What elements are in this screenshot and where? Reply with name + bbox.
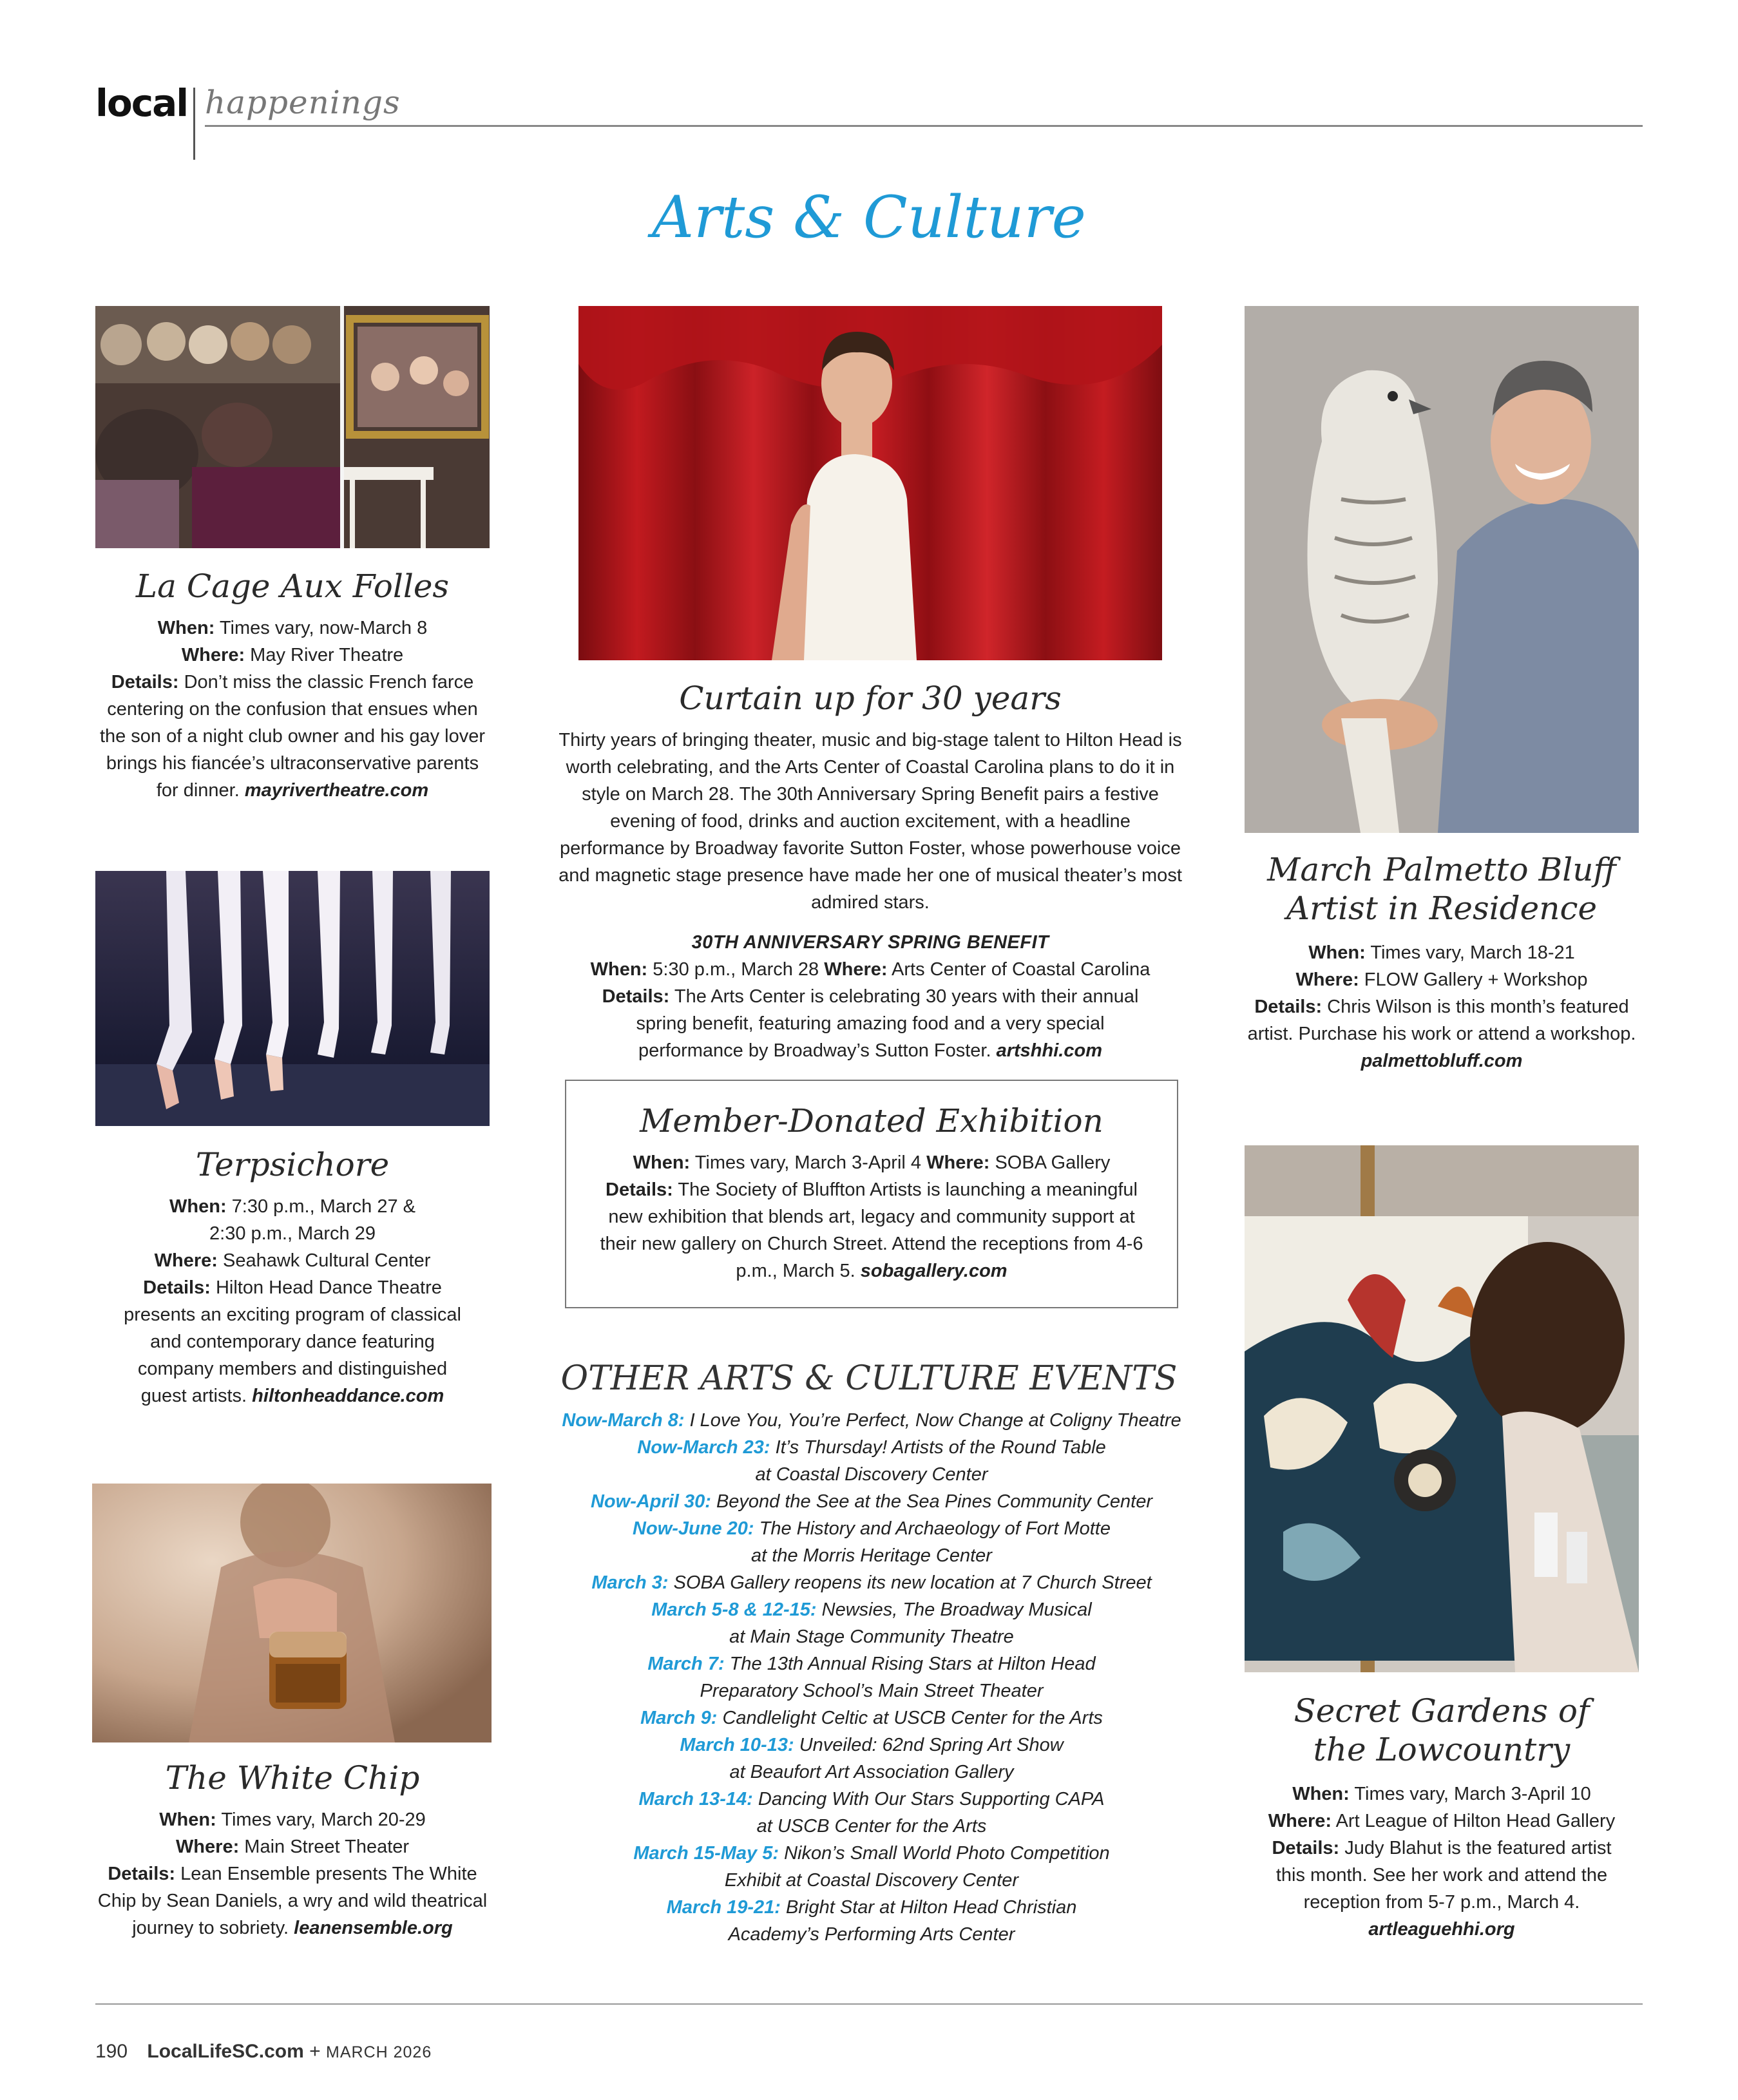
- event-text: Beyond the See at the Sea Pines Community Center: [716, 1491, 1153, 1512]
- header-rule: [205, 125, 1643, 127]
- event-text: Nikon’s Small World Photo Competition: [784, 1843, 1110, 1864]
- palmetto-link[interactable]: palmettobluff.com: [1361, 1051, 1523, 1071]
- palmetto-where: FLOW Gallery + Workshop: [1364, 969, 1588, 990]
- brand-divider: [193, 88, 195, 160]
- member-block: [566, 1102, 1177, 1284]
- event-text: Dancing With Our Stars Supporting CAPA: [758, 1789, 1105, 1809]
- event-text-cont: at Beaufort Art Association Gallery: [729, 1762, 1014, 1782]
- secret-title-line1: Secret Gardens of: [1294, 1692, 1590, 1730]
- when-label: When:: [159, 1809, 216, 1830]
- other-events-list: [528, 1407, 1215, 1948]
- white-chip-details: Lean Ensemble presents The White Chip by Sean Daniels, a wry and wild theatrical journey to sobriety.: [97, 1864, 488, 1938]
- event-date: March 7:: [647, 1654, 725, 1674]
- event-text-cont: Exhibit at Coastal Discovery Center: [724, 1870, 1019, 1891]
- event-date: Now-April 30:: [590, 1491, 711, 1512]
- details-label: Details:: [1272, 1838, 1340, 1858]
- footer-sep: +: [309, 2041, 321, 2062]
- list-item: [528, 1840, 1215, 1894]
- terpsichore-title: Terpsichore: [195, 1146, 390, 1183]
- where-label: Where:: [154, 1250, 218, 1271]
- curtain-subhead: 30TH ANNIVERSARY SPRING BENEFIT: [691, 932, 1049, 953]
- event-date: March 9:: [640, 1708, 718, 1728]
- palmetto-photo: [1245, 306, 1639, 833]
- curtain-where: Arts Center of Coastal Carolina: [892, 959, 1151, 980]
- terpsichore-details: Hilton Head Dance Theatre presents an exciting program of classical and contemporary dance featuring company members and distinguished guest artists.: [124, 1277, 461, 1406]
- event-date: March 19-21:: [666, 1897, 781, 1918]
- la-cage-link[interactable]: mayrivertheatre.com: [244, 780, 429, 801]
- event-date: March 10-13:: [680, 1735, 794, 1755]
- list-item: [528, 1786, 1215, 1840]
- where-label: Where:: [181, 645, 245, 665]
- event-text: Bright Star at Hilton Head Christian: [786, 1897, 1077, 1918]
- details-label: Details:: [606, 1179, 673, 1200]
- when-label: When:: [590, 959, 648, 980]
- secret-gardens-photo: [1245, 1145, 1639, 1672]
- where-label: Where:: [1268, 1811, 1332, 1831]
- when-label: When:: [157, 618, 215, 638]
- section-title: Arts & Culture: [652, 184, 1086, 251]
- white-chip-block: [95, 1759, 490, 1942]
- event-text-cont: at USCB Center for the Arts: [756, 1816, 987, 1837]
- list-item: [528, 1894, 1215, 1948]
- curtain-when: 5:30 p.m., March 28: [653, 959, 819, 980]
- curtain-photo: [578, 306, 1162, 660]
- when-label: When:: [1308, 942, 1366, 963]
- brand-section: happenings: [205, 84, 401, 121]
- event-text-cont: at Main Stage Community Theatre: [729, 1627, 1014, 1647]
- la-cage-when: Times vary, now-March 8: [219, 618, 428, 638]
- secret-title-line2: the Lowcountry: [1313, 1731, 1571, 1768]
- event-date: March 13-14:: [638, 1789, 753, 1809]
- la-cage-photo: [95, 306, 490, 548]
- event-date: Now-March 8:: [562, 1410, 685, 1431]
- footer-issue: MARCH 2026: [326, 2043, 432, 2061]
- white-chip-link[interactable]: leanensemble.org: [294, 1918, 453, 1938]
- member-exhibition-box: [565, 1080, 1178, 1308]
- details-label: Details:: [602, 986, 670, 1007]
- event-date: March 3:: [591, 1572, 669, 1593]
- event-text-cont: at Coastal Discovery Center: [755, 1464, 988, 1485]
- curtain-body: Thirty years of bringing theater, music and big-stage talent to Hilton Head is worth celebrating, and the Arts Center of Coastal Carolina plans to do it in style on March 28. The 30th Anniversary Spring Benefit pairs a festive evening of food, drinks and auction excitement, with a headline performance by Broadway favorite Sutton Foster, whose powerhouse voice and magnetic stage presence have made her one of musical theater’s most admired stars.: [559, 730, 1182, 913]
- white-chip-title: The White Chip: [165, 1759, 420, 1797]
- terpsichore-where: Seahawk Cultural Center: [222, 1250, 431, 1271]
- la-cage-title: La Cage Aux Folles: [135, 568, 450, 605]
- list-item: [528, 1650, 1215, 1704]
- palmetto-title-line1: March Palmetto Bluff: [1267, 851, 1616, 888]
- event-text-cont: Academy’s Performing Arts Center: [728, 1924, 1015, 1945]
- la-cage-block: [95, 567, 490, 804]
- member-title: Member-Donated Exhibition: [640, 1102, 1103, 1140]
- list-item: [528, 1515, 1215, 1569]
- palmetto-block: [1245, 850, 1639, 1074]
- la-cage-where: May River Theatre: [250, 645, 404, 665]
- footer-site[interactable]: LocalLifeSC.com: [147, 2041, 304, 2062]
- event-text: The 13th Annual Rising Stars at Hilton Head: [729, 1654, 1096, 1674]
- where-label: Where:: [1295, 969, 1359, 990]
- event-text-cont: at the Morris Heritage Center: [751, 1545, 992, 1566]
- where-label: Where:: [824, 959, 888, 980]
- where-label: Where:: [926, 1152, 990, 1173]
- terpsichore-photo: [95, 871, 490, 1126]
- when-label: When:: [169, 1196, 227, 1217]
- event-text: SOBA Gallery reopens its new location at 7 Church Street: [673, 1572, 1152, 1593]
- when-label: When:: [1292, 1784, 1350, 1804]
- event-text-cont: Preparatory School’s Main Street Theater: [700, 1681, 1044, 1701]
- curtain-block: [558, 679, 1183, 1064]
- secret-when: Times vary, March 3-April 10: [1354, 1784, 1591, 1804]
- event-text: It’s Thursday! Artists of the Round Table: [775, 1437, 1106, 1458]
- list-item: [528, 1732, 1215, 1786]
- list-item: [528, 1569, 1215, 1596]
- palmetto-title-line2: Artist in Residence: [1286, 890, 1598, 927]
- member-link[interactable]: sobagallery.com: [860, 1261, 1007, 1281]
- terpsichore-link[interactable]: hiltonheaddance.com: [252, 1386, 444, 1406]
- white-chip-where: Main Street Theater: [244, 1837, 410, 1857]
- white-chip-when: Times vary, March 20-29: [221, 1809, 426, 1830]
- details-label: Details:: [143, 1277, 211, 1298]
- footer-rule: [95, 2003, 1643, 2005]
- list-item: [528, 1488, 1215, 1515]
- secret-gardens-block: [1245, 1692, 1639, 1943]
- event-date: March 5-8 & 12-15:: [651, 1599, 817, 1620]
- list-item: [528, 1434, 1215, 1488]
- when-label: When:: [633, 1152, 691, 1173]
- other-events-title: OTHER ARTS & CULTURE EVENTS: [560, 1359, 1178, 1398]
- event-text: Unveiled: 62nd Spring Art Show: [799, 1735, 1064, 1755]
- where-label: Where:: [175, 1837, 240, 1857]
- curtain-title: Curtain up for 30 years: [679, 680, 1062, 717]
- palmetto-details: Chris Wilson is this month’s featured artist. Purchase his work or attend a workshop.: [1247, 997, 1636, 1044]
- footer: [95, 2041, 432, 2063]
- list-item: [528, 1704, 1215, 1732]
- secret-link[interactable]: artleaguehhi.org: [1368, 1919, 1515, 1940]
- terpsichore-when-line2: 2:30 p.m., March 29: [209, 1223, 376, 1244]
- member-where: SOBA Gallery: [995, 1152, 1111, 1173]
- white-chip-photo: [92, 1484, 492, 1742]
- secret-where: Art League of Hilton Head Gallery: [1335, 1811, 1616, 1831]
- details-label: Details:: [108, 1864, 176, 1884]
- details-label: Details:: [1254, 997, 1323, 1017]
- curtain-link[interactable]: artshhi.com: [996, 1040, 1102, 1061]
- event-text: Newsies, The Broadway Musical: [821, 1599, 1092, 1620]
- curtain-details: The Arts Center is celebrating 30 years with their annual spring benefit, featuring amazing food and a very special performance by Broadway’s Sutton Foster.: [636, 986, 1139, 1061]
- palmetto-when: Times vary, March 18-21: [1370, 942, 1575, 963]
- la-cage-details: Don’t miss the classic French farce centering on the confusion that ensues when the son of a night club owner and his gay lover brings his fiancée’s ultraconservative parents for dinner.: [99, 672, 486, 801]
- event-date: March 15-May 5:: [633, 1843, 779, 1864]
- member-when: Times vary, March 3-April 4: [694, 1152, 922, 1173]
- details-label: Details:: [111, 672, 179, 692]
- event-text: Candlelight Celtic at USCB Center for the Arts: [722, 1708, 1103, 1728]
- secret-details: Judy Blahut is the featured artist this month. See her work and attend the reception from 5-7 p.m., March 4.: [1275, 1838, 1612, 1913]
- event-date: Now-March 23:: [637, 1437, 770, 1458]
- event-date: Now-June 20:: [633, 1518, 754, 1539]
- event-text: The History and Archaeology of Fort Motte: [759, 1518, 1111, 1539]
- list-item: [528, 1596, 1215, 1650]
- member-details: The Society of Bluffton Artists is launching a meaningful new exhibition that blends art, legacy and community support at their new gallery on Church Street. Attend the receptions from 4-6 p.m., March 5.: [600, 1179, 1143, 1281]
- page-number: 190: [95, 2041, 128, 2062]
- list-item: [528, 1407, 1215, 1434]
- event-text: I Love You, You’re Perfect, Now Change at Coligny Theatre: [689, 1410, 1181, 1431]
- terpsichore-when-line1: 7:30 p.m., March 27 &: [231, 1196, 415, 1217]
- brand-local: local: [95, 81, 188, 125]
